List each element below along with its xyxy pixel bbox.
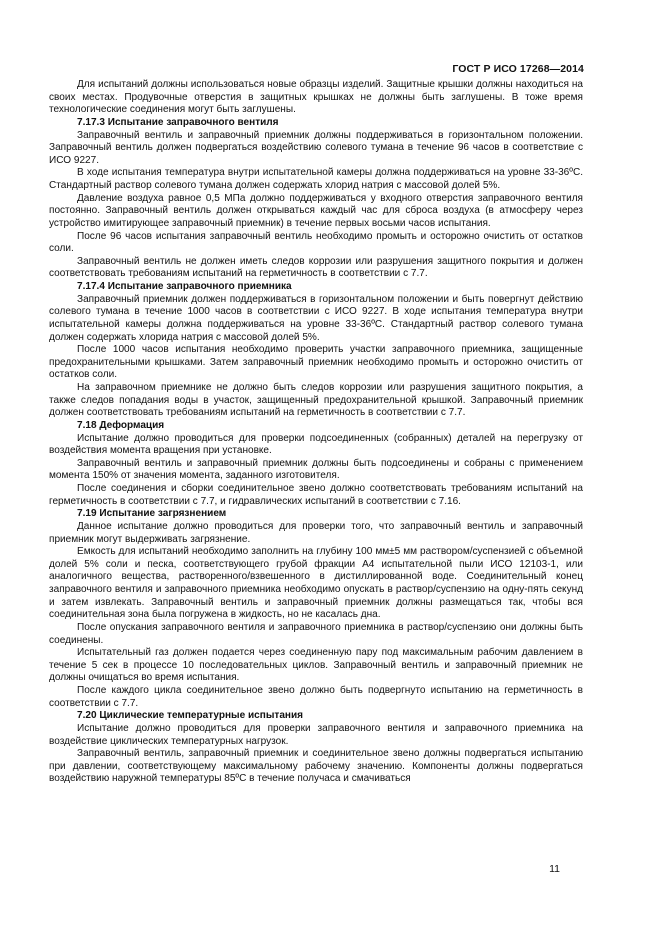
section-heading-7-17-3: 7.17.3 Испытание заправочного вентиля xyxy=(77,116,279,128)
intro-paragraph: Для испытаний должны использоваться новые образцы изделий. Защитные крышки должны находиться на своих местах. Продувочные отверстия в защитных крышках не должны быть заглушены. В тоже время технологические соединения могут быть заглушены. xyxy=(49,79,583,116)
section-heading-7-19: 7.19 Испытание загрязнением xyxy=(77,508,227,520)
paragraph: Заправочный вентиль не должен иметь следов коррозии или разрушения защитного покрытия и должен соответствовать требованиям испытаний на герметичность в соответствии с 7.7. xyxy=(49,255,583,280)
paragraph: Испытание должно проводиться для проверки заправочного вентиля и заправочного приемника на воздействие циклических температурных нагрузок. xyxy=(49,722,583,747)
section-heading-7-20: 7.20 Циклические температурные испытания xyxy=(77,710,304,722)
paragraph: После 96 часов испытания заправочный вентиль необходимо промыть и осторожно очистить от остатков соли. xyxy=(49,230,583,255)
paragraph: После соединения и сборки соединительное звено должно соответствовать требованиям испытаний на герметичность в соответствии с 7.7, и гидравлических испытаний в соответствии с 7.16. xyxy=(49,483,583,507)
section-heading-7-18: 7.18 Деформация xyxy=(77,419,165,431)
paragraph: После 1000 часов испытания необходимо проверить участки заправочного приемника, защищенные предохранительными крышками. Затем заправочный приемник необходимо промыть и осторожно очистить от остатков соли. xyxy=(49,344,583,381)
paragraph: После каждого цикла соединительное звено должно быть подвергнуто испытанию на герметичность в соответствии с 7.7. xyxy=(49,685,583,709)
page-number: 11 xyxy=(549,863,560,875)
paragraph: Заправочный вентиль, заправочный приемник и соединительное звено должны подвергаться испытанию при давлении, соответствующему максимальному рабочему значению. Компоненты должны подвергаться воздействию наружной температуры 85ºС в течение получаса и смачиваться xyxy=(49,748,583,785)
paragraph: Заправочный вентиль и заправочный приемник должны поддерживаться в горизонтальном положении. Заправочный вентиль должен подвергаться воздействию солевого тумана в течение 96 часов в соответствие с ИСО 9227. xyxy=(49,129,583,166)
paragraph: Давление воздуха равное 0,5 МПа должно поддерживаться у входного отверстия заправочного вентиля постоянно. Заправочный вентиль должен открываться каждый час для сброса воздуха (в атмосферу через устройство имитирующее заправочный приемник) в течение первых восьми часов испытания. xyxy=(49,192,583,229)
standard-designation: ГОСТ Р ИСО 17268—2014 xyxy=(452,63,584,75)
paragraph: Емкость для испытаний необходимо заполнить на глубину 100 мм±5 мм раствором/суспензией с объемной долей 5% соли и песка, соответствующего грубой фракции А4 испытательной пыли ИСО 12103-1, или аналогичного вещества, растворенного/взвешенного в дистиллированной воде. Соединительный конец заправочного вентиля и заправочного приемника необходимо опускать в раствор/суспензию на одну-пять секунд и затем извлекать. Заправочный вентиль и заправочный приемник должны размещаться так, чтобы вся соединительная зона была погружена в жидкость, но не касалась дна. xyxy=(49,546,583,621)
section-heading-7-17-4: 7.17.4 Испытание заправочного приемника xyxy=(77,281,292,292)
paragraph: Испытательный газ должен подается через соединенную пару под максимальным рабочим давлением в течение 5 сек в процессе 10 последовательных циклов. Заправочный вентиль и заправочный приемник не должны очищаться во время испытания. xyxy=(49,647,583,684)
paragraph: На заправочном приемнике не должно быть следов коррозии или разрушения защитного покрытия, а также следов попадания воды в участок, защищенный предохранительной крышкой. Заправочный приемник должен соответствовать требованиям испытаний на герметичность в соответствии с 7.7. xyxy=(49,382,583,419)
paragraph: Данное испытание должно проводиться для проверки того, что заправочный вентиль и заправочный приемник могут выдерживать загрязнение. xyxy=(49,520,583,545)
paragraph: Испытание должно проводиться для проверки подсоединенных (собранных) деталей на перегрузку от воздействия момента вращения при установке. xyxy=(49,432,583,457)
document-body xyxy=(49,79,583,786)
paragraph: Заправочный приемник должен поддерживаться в горизонтальном положении и быть повергнут действию солевого тумана в течение 1000 часов в соответствии с ИСО 9227. В ходе испытания температура внутри испытательной камеры должна поддерживаться на уровне 33-36ºС. Стандартный раствор солевого тумана должен содержать хлорида натрия с массовой долей 5%. xyxy=(49,293,583,343)
paragraph: Заправочный вентиль и заправочный приемник должны быть подсоединены и собраны с применением момента 150% от значения момента, заданного изготовителя. xyxy=(49,457,583,482)
paragraph: После опускания заправочного вентиля и заправочного приемника в раствор/суспензию они должны быть соединены. xyxy=(49,621,583,646)
paragraph: В ходе испытания температура внутри испытательной камеры должна поддерживаться на уровне 33-36ºС. Стандартный раствор солевого тумана должен содержать хлорид натрия с массовой долей 5%. xyxy=(49,167,583,191)
